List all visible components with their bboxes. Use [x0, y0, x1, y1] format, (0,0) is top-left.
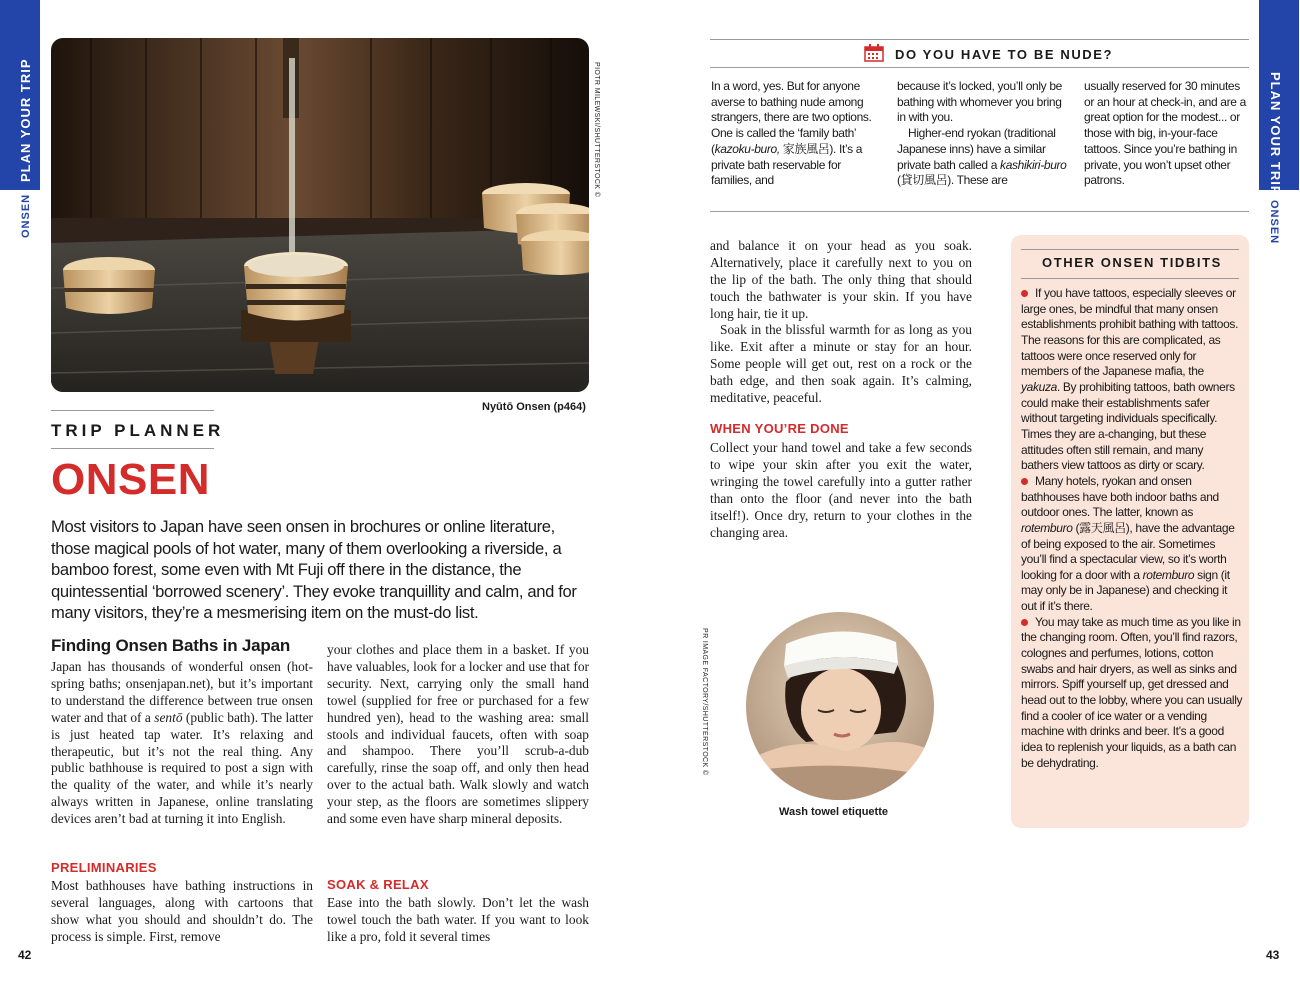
onsen-bucket-photo: [51, 38, 589, 392]
tidbits-rule-top: [1021, 249, 1239, 250]
done-paragraph: Collect your hand towel and take a few seconds to wipe your skin after you exit the water, wringing the towel carefully into a gutter rather than onto the floor (and never into the bath itself!). Once dry, return to your clothes in the changing area.: [710, 440, 972, 540]
done-heading: WHEN YOU’RE DONE: [710, 421, 849, 436]
tidbits-rule-bottom: [1021, 278, 1239, 279]
preliminaries-heading: PRELIMINARIES: [51, 860, 157, 875]
balance-paragraph: and balance it on your head as you soak. Alternatively, place it carefully next to you on the lip of the bath. The only thing that should touch the bathwater is your skin. If you have long hair, tie it up.: [710, 238, 972, 321]
washing-paragraph: your clothes and place them in a basket. If you have valuables, look for a locker and use that for security. Next, carrying only the small hand towel (supplied for free or purchased for a few hundred yen), head to the washing area: small stools and individual faucets, often with soap and shampoo. There you’ll scrub-a-dub carefully, rinse the soap off, and only then head over to the actual bath. Walk slowly and watch your step, as the floors are sometimes slippery and some even have sharp mineral deposits.: [327, 642, 589, 827]
tidbits-heading: OTHER ONSEN TIDBITS: [1042, 255, 1222, 270]
circle-photo-caption: Wash towel etiquette: [779, 806, 888, 818]
soak-heading: SOAK & RELAX: [327, 877, 429, 892]
page-title: ONSEN: [51, 455, 210, 504]
nude-box-col-1: In a word, yes. But for anyone averse to bathing nude among strangers, there are two options. One is called the ‘family bath’ (kazoku-buro, 家族風呂). It’s a private bath reservable for families, and: [711, 79, 872, 188]
calendar-icon: [864, 44, 884, 62]
page-number-right: 43: [1266, 948, 1280, 962]
bullet-icon: [1021, 478, 1028, 485]
finding-paragraph: Japan has thousands of wonderful onsen (hot-spring baths; onsenjapan.net), but it’s important to understand the difference between true onsen water and that of a sentō (public bath). The latter is just heated tap water. It’s relaxing and therapeutic, but it’s not the real thing. Any public bathhouse is required to post a sign with the quality of the water, and while it’s nearly always written in Japanese, online translating devices aren’t bad at turning it into English.: [51, 659, 313, 827]
soak-warmth-paragraph: Soak in the blissful warmth for as long as you like. Exit after a minute or stay for an hour. Some people will get out, rest on a rock or the bath edge, and then soak again. It’s calming, meditative, peaceful.: [710, 322, 972, 405]
tidbit-item: You may take as much time as you like in the changing room. Often, you’ll find razors, colognes and perfumes, lotions, cotton swabs and hair dryers, as well as sinks and mirrors. Spiff yourself up, get dressed and head out to the lobby, where you can usually find a cooler of ice water or a vending machine with drinks and beer. It’s a good idea to replenish your liquids, as a bath can be dehydrating.: [1021, 614, 1243, 770]
bullet-icon: [1021, 290, 1028, 297]
nude-box-col-3: usually reserved for 30 minutes or an hour at check-in, and are a great option for the modest... or those with big, in-your-face tattoos. Since you’re bathing in private, you won’t upset other patrons.: [1084, 79, 1246, 188]
right-tab-label: PLAN YOUR TRIP: [1268, 72, 1283, 196]
rule-bottom: [51, 448, 214, 449]
main-photo-credit: PIOTR MILEWSKI/SHUTTERSTOCK ©: [593, 62, 600, 198]
page-number-left: 42: [18, 948, 32, 962]
bullet-icon: [1021, 619, 1028, 626]
soak-paragraph: Ease into the bath slowly. Don’t let the wash towel touch the bath water. If you want to look like a pro, fold it several times: [327, 895, 589, 944]
left-tab-label: PLAN YOUR TRIP: [18, 58, 33, 182]
tidbit-item: If you have tattoos, especially sleeves or large ones, be mindful that many onsen establishments prohibit bathing with tattoos. The reasons for this are complicated, as tattoos were once reserved only for members of the Japanese mafia, the yakuza. By prohibiting tattoos, bath owners could make their establishments safer without targeting individuals specifically. Times they are a-changing, but these attitudes often still remain, and many bathers view tattoos as dirty or scary.: [1021, 286, 1239, 473]
wash-towel-photo: [746, 612, 934, 800]
main-photo-caption: Nyūtō Onsen (p464): [482, 401, 586, 413]
nude-box-heading: DO YOU HAVE TO BE NUDE?: [895, 47, 1114, 62]
preliminaries-paragraph: Most bathhouses have bathing instructions in several languages, along with cartoons that show what you should and shouldn’t do. The process is simple. First, remove: [51, 878, 313, 944]
tidbit-item: Many hotels, ryokan and onsen bathhouses have both indoor baths and outdoor ones. The latter, known as rotemburo (露天風呂), have the advantage of being exposed to the air. Sometimes you’ll find a spectacular view, so it’s worth looking for a door with a rotemburo sign (it may only be in Japanese) and checking it out if it’s there.: [1021, 473, 1235, 614]
tidbits-list: [1021, 286, 1243, 771]
trip-planner-kicker: TRIP PLANNER: [51, 421, 225, 440]
finding-heading: Finding Onsen Baths in Japan: [51, 636, 291, 655]
intro-paragraph: Most visitors to Japan have seen onsen in brochures or online literature, those magical pools of hot water, many of them overlooking a riverside, a bamboo forest, some even with Mt Fuji off there in the distance, the quintessential ‘borrowed scenery’. They evoke tranquillity and calm, and for many visitors, they’re a mesmerising item on the must-do list.: [51, 517, 577, 623]
left-section-label: ONSEN: [20, 193, 32, 238]
rule-top: [51, 410, 214, 411]
nude-box-rule-mid: [710, 67, 1249, 68]
nude-box-col-2: because it’s locked, you’ll only be bathing with whomever you bring in with you. Higher-end ryokan (traditional Japanese inns) have a similar private bath called a kashikiri-buro (貸切風呂). These are: [897, 79, 1067, 188]
circle-photo-credit: PR IMAGE FACTORY/SHUTTERSTOCK ©: [701, 628, 708, 776]
nude-box-rule-top: [710, 39, 1249, 40]
right-section-label: ONSEN: [1268, 200, 1280, 245]
nude-box-rule-bottom: [710, 211, 1249, 212]
